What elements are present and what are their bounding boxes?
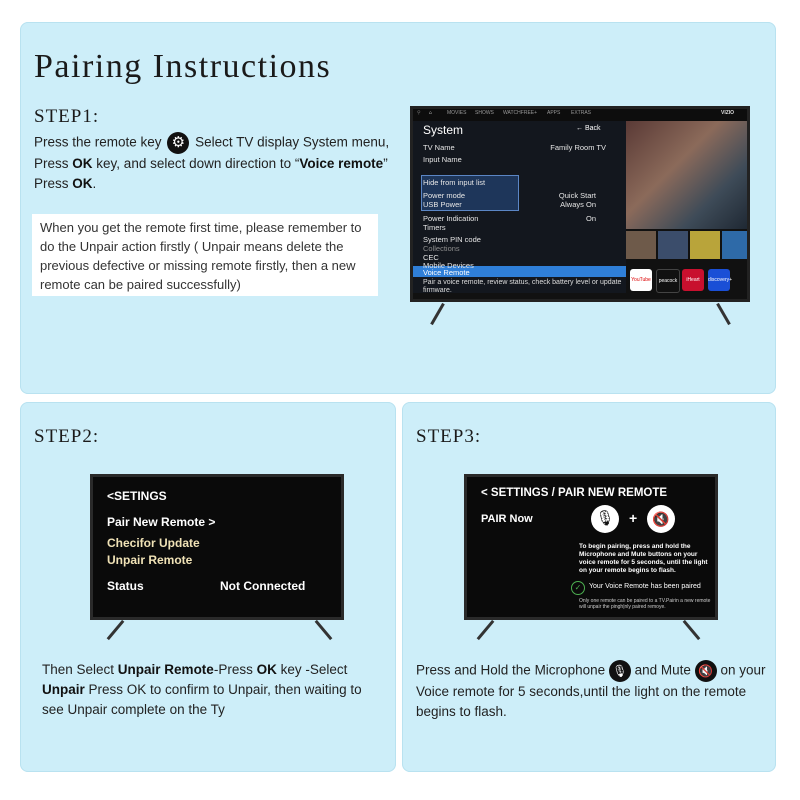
tv-stand-right [683, 620, 701, 640]
tv-pair-new-remote [464, 474, 718, 620]
step3-instructions [416, 660, 766, 722]
check-icon: ✓ [571, 581, 585, 595]
menu-value-usb-power: Always On [560, 200, 596, 209]
status-label: Status [107, 579, 144, 593]
step1-line3c: . [92, 176, 97, 191]
iheart-app-icon: iHeart [682, 269, 704, 291]
menu-value-power-mode: Quick Start [558, 191, 596, 200]
step2-heading: STEP2: [34, 426, 100, 447]
menu-item-power-mode[interactable]: Power mode [423, 191, 466, 200]
menu-value-power-indication: On [585, 214, 596, 223]
step1-line2a: Press [34, 156, 69, 171]
menu-item-hide-input[interactable]: Hide from input list [423, 178, 486, 187]
step3-text-d: Voice remote for 5 seconds,until the light on the remote begins to flash. [416, 684, 747, 719]
settings-back[interactable]: <SETINGS [107, 489, 167, 503]
mute-icon: 🔇 [695, 660, 717, 682]
tv-stand-left [430, 303, 445, 325]
step2-text-g: Press OK to confirm to Unpair, then waiting to see Unpair complete on the Ty [42, 682, 362, 717]
pair-new-remote-item[interactable]: Pair New Remote > [107, 515, 216, 529]
menu-item-cec[interactable]: CEC [423, 253, 439, 262]
step3-heading: STEP3: [416, 426, 482, 447]
gear-icon: ⚙ [167, 132, 189, 154]
tab-watchfree: WATCHFREE+ [503, 110, 538, 116]
tv-system-menu [410, 106, 750, 302]
step2-text-c: -Press [213, 662, 257, 677]
single-remote-note: Only one remote can be paired to a TV.Pairin a new remote will unpair the pingh|nly paired remoye. [579, 598, 711, 610]
thumbnail [722, 231, 750, 259]
status-value: Not Connected [220, 579, 306, 593]
menu-item-tv-name[interactable]: TV Name [423, 143, 455, 152]
mute-icon: 🔇 [647, 505, 675, 533]
menu-item-input-name[interactable]: Input Name [423, 155, 462, 164]
unpair-note: When you get the remote first time, please remember to do the Unpair action firstly ( Unpair means delete the previous defective or missing remote firstly, then a new remote can be paired successfully) [32, 214, 378, 296]
tv-stand-left [477, 620, 495, 640]
unpair-remote-item[interactable]: Unpair Remote [107, 553, 193, 567]
pair-now-label: PAIR Now [481, 513, 533, 525]
step2-panel [20, 402, 396, 772]
step1-instructions [34, 132, 394, 194]
tv-top-bar: ⚲ ⌂ MOVIES SHOWS WATCHFREE+ APPS EXTRAS VIZIO [413, 109, 747, 121]
step1-line1b: Select TV display System menu, [195, 134, 390, 150]
step1-heading: STEP1: [34, 106, 100, 127]
step1-voice-remote: Voice remote [299, 156, 384, 171]
step3-text-a: Press and Hold the Microphone [416, 662, 606, 678]
step1-line2c: key, and select down direction to “ [96, 156, 300, 171]
discovery-app-icon: discovery+ [708, 269, 730, 291]
menu-value-tv-name: Family Room TV [550, 143, 606, 152]
tab-extras: EXTRAS [571, 110, 592, 116]
step2-text-a: Then Select [42, 662, 118, 677]
menu-item-pin[interactable]: System PIN code [423, 235, 481, 244]
tab-shows: SHOWS [475, 110, 494, 116]
menu-description: Pair a voice remote, review status, check battery level or update firmware. [423, 279, 622, 294]
tv-stand-right [716, 303, 731, 325]
poster-image [626, 121, 750, 229]
menu-item-voice-remote[interactable]: Voice Remote [423, 268, 470, 277]
page-title: Pairing Instructions [34, 48, 332, 85]
thumbnail [658, 231, 688, 259]
menu-item-collections[interactable]: Collections [423, 244, 460, 253]
menu-item-mobile-devices[interactable]: Mobile Devices [423, 261, 474, 270]
microphone-icon: 🎙 [591, 505, 619, 533]
menu-title: System [423, 123, 464, 137]
step1-panel [20, 22, 776, 394]
back-button[interactable]: ← Back [576, 125, 601, 132]
step3-text-c: on your [720, 662, 766, 678]
pair-remote-header: < SETTINGS / PAIR NEW REMOTE [481, 487, 668, 499]
peacock-app-icon: peacock [656, 269, 680, 293]
menu-item-power-indication[interactable]: Power Indication [423, 214, 479, 223]
microphone-icon: 🎙 [609, 660, 631, 682]
system-menu [413, 121, 626, 293]
step2-text-e: key -Select [276, 662, 348, 677]
menu-item-timers[interactable]: Timers [423, 223, 446, 232]
tv-settings-unpair [90, 474, 344, 620]
step1-ok: OK [72, 156, 93, 171]
pairing-instructions: To begin pairing, press and hold the Microphone and Mute buttons on your voice remote for 5 seconds, until the light on your remote begins to flash. [579, 543, 708, 574]
paired-message: Your Voice Remote has been paired [589, 583, 701, 590]
check-update-item[interactable]: Checifor Update [107, 536, 200, 550]
step2-instructions [42, 660, 382, 720]
thumbnail [690, 231, 720, 259]
brand-logo: VIZIO [721, 110, 735, 116]
step1-line2e: ” [383, 156, 388, 171]
plus-sign: + [629, 510, 638, 526]
step3-text-b: and Mute [634, 662, 691, 678]
step1-ok2: OK [72, 176, 93, 191]
menu-item-usb-power[interactable]: USB Power [423, 200, 462, 209]
tv-stand-right [315, 620, 333, 640]
step2-unpair: Unpair [42, 682, 85, 697]
thumbnail [626, 231, 656, 259]
tab-movies: MOVIES [447, 110, 467, 116]
step3-panel [402, 402, 776, 772]
step1-line3a: Press [34, 176, 69, 191]
tab-apps: APPS [547, 110, 561, 116]
step1-line1a: Press the remote key [34, 134, 162, 150]
tv-stand-left [107, 620, 125, 640]
youtube-app-icon: YouTube [630, 269, 652, 291]
step2-ok: OK [256, 662, 277, 677]
step2-unpair-remote: Unpair Remote [117, 662, 214, 677]
